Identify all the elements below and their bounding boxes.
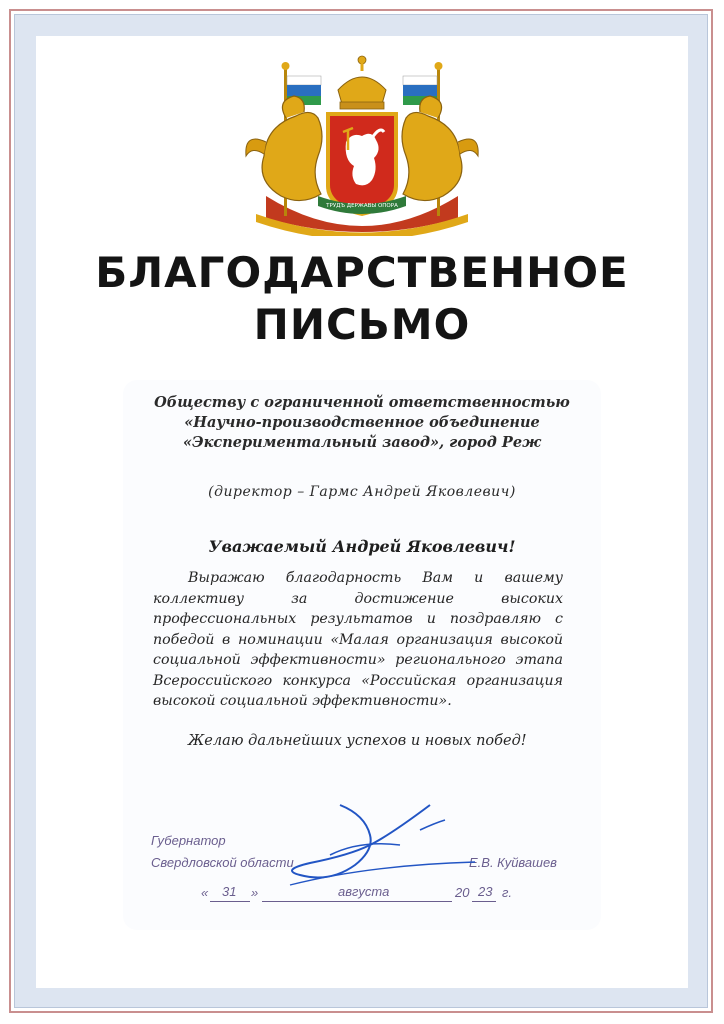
date-open-quote: « (201, 885, 209, 900)
signatory-position-line-2: Свердловской области (151, 855, 294, 870)
addressee-line-3: «Экспериментальный завод», город Реж (182, 434, 541, 451)
coat-of-arms-icon (226, 46, 498, 236)
crown-icon (338, 56, 386, 109)
document-title-line-2: ПИСЬМО (253, 300, 471, 349)
date-day-underline (210, 901, 250, 902)
date-year-mark: г. (502, 885, 513, 900)
date-year-prefix: 20 (455, 885, 470, 900)
director-line: (директор – Гармс Андрей Яковлевич) (208, 484, 516, 500)
signatory-name: Е.В. Куйвашев (469, 855, 557, 870)
date-year-suffix: 23 (478, 884, 493, 899)
closing-wish: Желаю дальнейших успехов и новых побед! (188, 733, 527, 749)
date-year-underline (472, 901, 496, 902)
greeting: Уважаемый Андрей Яковлевич! (208, 537, 516, 556)
date-day: 31 (222, 884, 237, 899)
signatory-position-line-1: Губернатор (151, 833, 226, 848)
date-close-quote: » (251, 885, 259, 900)
emblem-motto: ТРУДЪ ДЕРЖАВЫ ОПОРА (326, 203, 398, 209)
addressee-line-2: «Научно-производственное объединение (184, 414, 540, 431)
letter-body: Выражаю благодарность Вам и вашему коллективу за достижение высоких профессиональных результатов и поздравляю с победой в номинации «Малая организация высокой социальной эффективности» регионального этапа Всероссийского конкурса «Российская организация высокой социальной эффективности». (153, 570, 563, 709)
date-month-underline (262, 901, 452, 902)
date-month: августа (338, 884, 390, 899)
addressee-line-1: Обществу с ограниченной ответственностью (154, 394, 570, 411)
handwritten-signature (270, 795, 480, 895)
document-title-line-1: БЛАГОДАРСТВЕННОЕ (95, 248, 629, 297)
